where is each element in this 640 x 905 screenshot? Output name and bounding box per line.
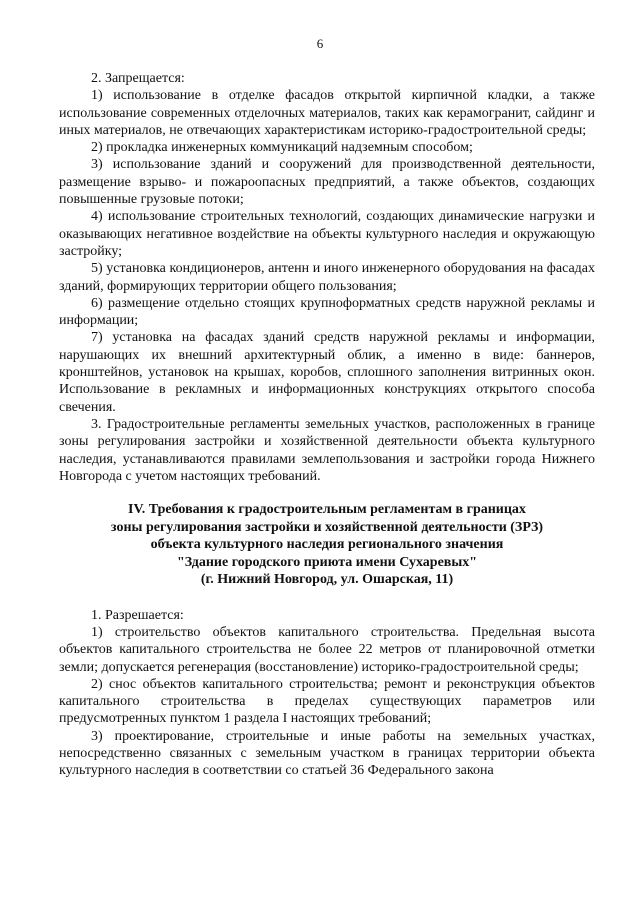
paragraph: 1) использование в отделке фасадов открытой кирпичной кладки, а также использование современных отделочных материалов, таких как керамогранит, сайдинг и иных материалов, не отвечающих характеристикам историко-градостроительной среды; [59,88,595,138]
paragraph: 6) размещение отдельно стоящих крупноформатных средств наружной рекламы и информации; [59,295,595,329]
permitted-section [59,607,595,780]
paragraph: 1) строительство объектов капитального строительства. Предельная высота объектов капитального строительства не более 22 метров от планировочной отметки земли; допускается регенерация (восстановление) историко-градостроительной среды; [59,624,595,675]
page-number: 6 [316,36,324,51]
paragraph: 5) установка кондиционеров, антенн и иного инженерного оборудования на фасадах зданий, формирующих территории общего пользования; [59,261,595,294]
prohibited-section [59,70,595,485]
document-body [59,70,595,780]
paragraph: 2) снос объектов капитального строительства; ремонт и реконструкция объектов капитального строительства в пределах существующих параметров или предусмотренных пунктом 1 раздела I настоящих требований; [59,676,595,727]
paragraph: 2) прокладка инженерных коммуникаций надземным способом; [91,140,473,156]
paragraph: 2. Запрещается: [91,71,185,86]
heading-line: "Здание городского приюта имени Сухаревых" [176,554,478,570]
heading-line: (г. Нижний Новгород, ул. Ошарская, 11) [200,572,454,588]
paragraph: 1. Разрешается: [91,607,184,623]
heading-line: IV. Требования к градостроительным регламентам в границах [128,502,526,518]
heading-line: зоны регулирования застройки и хозяйственной деятельности (ЗРЗ) [110,519,544,535]
heading-line: объекта культурного наследия регионального значения [150,537,504,553]
paragraph: 7) установка на фасадах зданий средств наружной рекламы и информации, нарушающих их внешний архитектурный облик, а именно в виде: баннеров, кронштейнов, установок на крышах, коробов, сплошного заполнения витринных окон. Использование в рекламных и информационных конструкциях открытого способа свечения. [59,330,595,415]
section-heading [59,501,595,589]
paragraph: 3) использование зданий и сооружений для производственной деятельности, размещение взрыво- и пожароопасных предприятий, а также объектов, создающих повышенные грузовые потоки; [59,157,595,208]
paragraph: 4) использование строительных технологий, создающих динамические нагрузки и оказывающих негативное воздействие на объекты культурного наследия и окружающую застройку; [59,209,595,259]
paragraph: 3. Градостроительные регламенты земельных участков, расположенных в границе зоны регулирования застройки и хозяйственной деятельности объекта культурного наследия, устанавливаются правилами землепользования и застройки города Нижнего Новгорода с учетом настоящих требований. [59,416,595,484]
paragraph: 3) проектирование, строительные и иные работы на земельных участках, непосредственно связанных с земельным участком в границах территории объекта культурного наследия в соответствии со статьей 36 Федерального закона [59,728,595,779]
